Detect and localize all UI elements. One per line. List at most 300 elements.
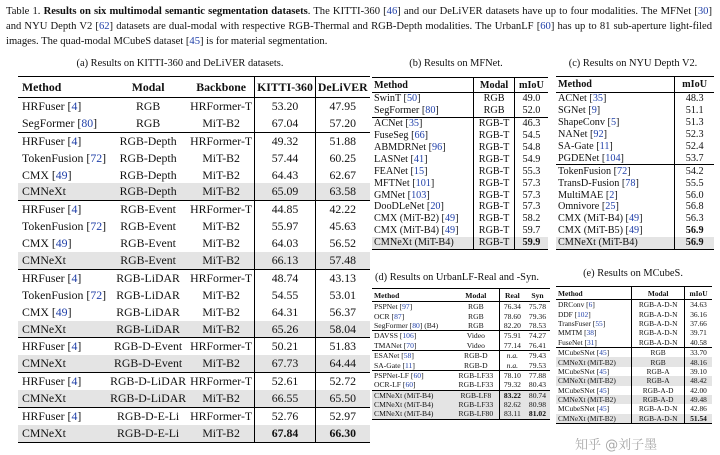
citation-link[interactable]: 49	[444, 225, 456, 237]
modal-cell: RGB-Depth	[119, 150, 177, 165]
deliver-value: 47.95	[315, 98, 369, 115]
table-row	[556, 386, 712, 395]
table-row	[18, 98, 370, 115]
kitti-value: 52.76	[255, 408, 316, 425]
table-row	[556, 367, 712, 376]
citation-link[interactable]: 72	[90, 150, 103, 165]
method-name: PGDENet	[558, 152, 600, 164]
method-cell: DRConv [6]	[556, 300, 632, 310]
col-header: Method	[18, 77, 108, 98]
citation-link[interactable]: 72	[90, 287, 103, 302]
table-c-subtitle: (c) Results on NYU Depth V2.	[568, 58, 698, 69]
citation-link[interactable]: 4	[71, 339, 78, 354]
citation-link[interactable]: 15	[413, 165, 425, 177]
table-header-row	[18, 77, 370, 98]
method-name: GMNet	[374, 189, 406, 201]
table-row	[372, 142, 548, 154]
modal-cell: RGB	[453, 302, 499, 312]
method-cell: CMX [49]	[22, 304, 72, 319]
backbone-cell: MiT-B2	[188, 183, 255, 200]
citation-link[interactable]: 60	[413, 370, 422, 380]
table-row	[372, 400, 550, 409]
col-header: Real	[499, 289, 525, 302]
method-name: DDF	[558, 309, 573, 319]
modal-cell: RGB	[135, 115, 161, 130]
method-name: MCubeSNet	[558, 366, 595, 376]
miou-value: 57.3	[514, 177, 548, 189]
method-name: CMNeXt (MiT-B2)	[558, 413, 616, 423]
col-header: mIoU	[675, 77, 714, 93]
citation-link[interactable]: 4	[71, 133, 78, 148]
modal-cell: RGB-D-Event	[108, 338, 188, 355]
deliver-value: 58.04	[315, 321, 369, 338]
citation-link[interactable]: 80	[425, 105, 436, 117]
citation-link[interactable]: 70	[406, 340, 414, 350]
method-cell: SegFormer [80]	[22, 115, 98, 130]
method-cell: HRFuser [4]	[18, 408, 108, 425]
table-row	[372, 201, 548, 213]
method-name: SA-Gate	[558, 141, 594, 152]
method-name: TokenFusion	[22, 219, 84, 234]
table-row	[18, 269, 370, 286]
table-row	[18, 287, 370, 304]
modal-cell: RGB-A-D-N	[632, 309, 685, 318]
backbone-cell: MiT-B2	[202, 236, 240, 251]
method-name: PSPNet	[374, 302, 398, 312]
table-row	[18, 355, 370, 372]
modal-cell: RGB-A-D-N	[632, 414, 685, 424]
method-name: CMX (MiT-B4)	[374, 225, 439, 237]
deliver-value: 65.50	[315, 390, 369, 407]
table-row	[372, 409, 550, 419]
table-row	[18, 183, 370, 200]
citation-link[interactable]: 78	[625, 177, 636, 189]
deliver-value: 60.25	[315, 150, 369, 167]
method-suffix: (B4)	[422, 320, 439, 330]
table-row	[556, 404, 712, 413]
citation-link[interactable]: 72	[90, 219, 103, 234]
syn-value: 78.53	[528, 320, 547, 330]
modal-cell: RGB-T	[474, 165, 515, 177]
citation-link[interactable]: 35	[408, 118, 420, 130]
backbone-cell: MiT-B2	[188, 355, 255, 372]
kitti-value: 50.21	[255, 338, 316, 355]
table-row	[556, 225, 714, 237]
modal-cell: RGB-T	[474, 117, 515, 129]
citation-link[interactable]: 92	[593, 129, 604, 141]
method-name: MMTM	[558, 328, 583, 338]
table-row	[372, 189, 548, 201]
citation-link[interactable]: 106	[402, 331, 414, 341]
citation-link[interactable]: 72	[617, 165, 628, 177]
citation-link[interactable]: 4	[71, 202, 78, 217]
citation-link[interactable]: 41	[413, 153, 425, 165]
citation-link[interactable]: 9	[591, 105, 597, 117]
method-cell: CMX (MiT-B2) [49]	[374, 213, 459, 225]
modal-cell: RGB-D	[453, 350, 499, 360]
table-b-block	[372, 77, 548, 250]
table-row	[556, 201, 714, 213]
table-row	[556, 152, 714, 164]
method-cell: SGNet [9]	[558, 105, 601, 117]
citation-link[interactable]: 4	[71, 270, 78, 285]
method-name: ABMDRNet	[374, 142, 427, 153]
miou-value: 53.7	[675, 152, 714, 164]
method-cell: ABMDRNet [96]	[374, 142, 446, 153]
method-cell: ACNet [35]	[556, 93, 675, 105]
method-name: CMX (MiT-B2)	[374, 213, 439, 225]
method-name: TokenFusion	[558, 165, 612, 177]
method-cell	[556, 376, 632, 385]
real-value: 83.22	[499, 390, 525, 400]
kitti-value: 57.44	[255, 150, 316, 167]
table-row	[556, 93, 714, 105]
citation-link[interactable]: 6	[588, 300, 593, 310]
method-cell: MCubeSNet [45]	[558, 366, 610, 376]
method-name: HRFuser	[22, 339, 65, 354]
modal-cell: RGB-LiDAR	[116, 287, 180, 302]
method-cell: GMNet [103]	[374, 189, 430, 201]
citation-link[interactable]: 55	[595, 318, 603, 328]
method-cell: TokenFusion [72]	[22, 150, 107, 165]
method-cell: Omnivore [25]	[558, 201, 619, 213]
method-name: MCubeSNet	[558, 385, 595, 395]
method-cell	[18, 252, 108, 269]
method-cell: FuseNet [31]	[558, 337, 597, 347]
citation-link[interactable]: 58	[403, 351, 412, 361]
kitti-value: 54.55	[255, 287, 316, 304]
method-name: FEANet	[374, 165, 408, 177]
method-name: MCubeSNet	[558, 348, 595, 358]
citation-link[interactable]: 31	[586, 337, 595, 347]
method-cell: TokenFusion [72]	[22, 287, 107, 302]
real-value: 77.14	[499, 341, 525, 351]
table-e	[556, 286, 712, 424]
method-cell: TokenFusion [72]	[22, 219, 107, 234]
table-d-subtitle: (d) Results on UrbanLF-Real and -Syn.	[375, 272, 539, 283]
method-cell: PSPNet-LF [60]	[372, 370, 453, 380]
method-cell: SegFormer [80] (B4)	[374, 320, 439, 330]
backbone-cell: MiT-B2	[202, 287, 240, 302]
method-name: HRFuser	[22, 374, 65, 389]
citation-link[interactable]: 96	[432, 142, 443, 153]
citation-link[interactable]: 97	[402, 302, 410, 312]
citation-link[interactable]: 104	[605, 152, 621, 164]
citation-link[interactable]: 49	[55, 304, 68, 319]
table-caption: Table 1. Results on six multimodal semantic segmentation datasets. The KITTI-360 [46] and our DeLiVER datasets have up to four modalities. The MFNet [30] and NYU Depth V2 [62] datasets are dual-modal with respective RGB-Thermal and RGB-Depth modalities. The UrbanLF [60] has up to 81 sub-aperture light-filed images. The quad-modal MCubeS dataset [45] is for material segmentation.	[6, 6, 712, 47]
backbone-cell: HRFormer-T	[188, 132, 255, 149]
citation-link[interactable]: 2	[609, 189, 615, 201]
backbone-cell: HRFormer-T	[188, 373, 255, 390]
table-c	[556, 76, 714, 250]
modal-cell: RGB-Event	[120, 219, 176, 234]
citation-link[interactable]: 38	[586, 328, 594, 338]
table-row	[556, 328, 712, 337]
col-header: Modal	[453, 289, 499, 302]
citation-link[interactable]: 35	[592, 93, 604, 105]
real-value: 79.32	[499, 380, 525, 390]
method-cell	[556, 237, 675, 249]
syn-value: 79.36	[528, 311, 547, 321]
method-name: HRFuser	[22, 270, 65, 285]
table-row	[372, 117, 548, 129]
citation-link[interactable]: 45	[189, 36, 200, 47]
method-name: TokenFusion	[22, 150, 84, 165]
citation-link[interactable]: 80	[81, 115, 94, 130]
backbone-cell: MiT-B2	[188, 425, 255, 442]
citation-link[interactable]: 11	[599, 141, 610, 152]
table-row	[556, 189, 714, 201]
syn-value: 80.74	[525, 390, 550, 400]
citation-link[interactable]: 50	[406, 93, 418, 105]
backbone-cell: MiT-B2	[202, 219, 240, 234]
citation-link[interactable]: 30	[697, 6, 709, 17]
miou-value: 55.5	[675, 177, 714, 189]
method-name: HRFuser	[22, 202, 65, 217]
modal-cell: RGB-A-D-N	[632, 319, 685, 328]
kitti-value: 64.31	[255, 304, 316, 321]
table-row	[372, 390, 550, 400]
table-row	[372, 311, 550, 320]
table-e-subtitle: (e) Results on MCubeS.	[583, 268, 683, 279]
modal-cell: RGB-D-E-Li	[108, 425, 188, 442]
method-cell: DDF [102]	[558, 309, 591, 319]
method-cell: PSPNet [97]	[372, 302, 453, 312]
deliver-value: 51.83	[315, 338, 369, 355]
table-row	[372, 153, 548, 165]
citation-link[interactable]: 87	[394, 311, 402, 321]
citation-link[interactable]: 80	[412, 320, 420, 330]
method-name: OCR	[374, 311, 390, 321]
method-name: CMNeXt (MiT-B4)	[374, 237, 454, 249]
table-row	[18, 150, 370, 167]
miou-value: 56.3	[675, 213, 714, 225]
method-name: CMNeXt (MiT-B4)	[558, 237, 638, 249]
citation-link[interactable]: 20	[430, 201, 441, 213]
table-row	[18, 373, 370, 390]
table-header-row	[556, 287, 712, 300]
method-name: ESANet	[374, 351, 400, 361]
table-row	[18, 132, 370, 149]
table-row	[372, 105, 548, 117]
method-cell: MCubeSNet [45]	[556, 347, 632, 357]
kitti-value: 64.43	[255, 167, 316, 184]
table-row	[18, 218, 370, 235]
table-row	[556, 376, 712, 385]
modal-cell: RGB-Event	[120, 236, 176, 251]
modal-cell: RGB-D-LiDAR	[110, 374, 187, 389]
col-header: Backbone	[188, 77, 255, 98]
table-row	[18, 408, 370, 425]
modal-cell: RGB-A-D-N	[632, 404, 685, 413]
citation-link[interactable]: 46	[386, 6, 398, 17]
method-name: CMNeXt (MiT-B2)	[558, 395, 616, 405]
table-e-block	[556, 286, 712, 424]
method-name: SwinT	[374, 93, 401, 105]
method-cell: LASNet [41]	[374, 153, 428, 165]
method-name: NANet	[558, 129, 588, 141]
citation-link[interactable]: 103	[411, 189, 427, 201]
table-row	[372, 165, 548, 177]
kitti-value: 66.55	[255, 390, 316, 407]
citation-link[interactable]: 25	[605, 201, 616, 213]
col-header: Modal	[474, 78, 515, 93]
method-name: TokenFusion	[22, 287, 84, 302]
modal-cell: RGB-D	[464, 360, 488, 370]
table-row	[372, 225, 548, 237]
citation-link[interactable]: 62	[98, 21, 110, 32]
modal-cell: RGB-T	[474, 237, 515, 249]
citation-link[interactable]: 45	[599, 385, 607, 395]
miou-value: 51.54	[685, 414, 712, 424]
miou-value: 40.58	[685, 338, 712, 348]
modal-cell: RGB	[632, 347, 685, 357]
method-cell	[18, 355, 108, 372]
modal-cell: RGB-A-D-N	[632, 300, 685, 310]
citation-link[interactable]: 60	[540, 21, 551, 32]
table-row	[556, 319, 712, 328]
table-row	[556, 129, 714, 141]
citation-link[interactable]: 49	[444, 213, 456, 225]
method-cell: SA-Gate [11]	[558, 141, 613, 152]
method-cell: ShapeConv [5]	[558, 117, 620, 129]
col-header: Syn	[525, 289, 550, 302]
deliver-value: 57.48	[315, 252, 369, 269]
modal-cell: RGB-T	[474, 153, 515, 165]
real-value: 76.34	[499, 302, 525, 312]
method-cell: SA-Gate [11]	[374, 360, 415, 370]
miou-value: 48.3	[675, 93, 714, 105]
citation-link[interactable]: 45	[599, 404, 607, 414]
modal-cell: RGB-Event	[108, 201, 188, 218]
method-name: CMX (MiT-B5)	[558, 225, 623, 237]
method-name: TransFuser	[558, 318, 591, 328]
table-a	[18, 76, 370, 443]
modal-cell: RGB-D-E-Li	[108, 408, 188, 425]
deliver-value: 62.67	[315, 167, 369, 184]
modal-cell: RGB-D-LiDAR	[108, 390, 188, 407]
col-header: mIoU	[685, 287, 712, 300]
citation-link[interactable]: 101	[415, 177, 431, 189]
modal-cell: RGB-Depth	[108, 132, 188, 149]
citation-link[interactable]: 4	[71, 98, 78, 113]
real-value: 78.60	[499, 311, 525, 320]
real-value: 78.10	[499, 370, 525, 380]
citation-link[interactable]: 49	[55, 236, 68, 251]
method-name: HRFuser	[22, 98, 65, 113]
citation-link[interactable]: 49	[55, 167, 68, 182]
modal-cell: RGB-LiDAR	[116, 304, 180, 319]
syn-value: 79.43	[525, 350, 550, 360]
table-row	[372, 331, 550, 341]
method-name: CMNeXt	[22, 184, 66, 199]
syn-value: 80.43	[528, 380, 547, 390]
miou-value: 56.9	[675, 225, 714, 237]
method-cell: FEANet [15]	[374, 165, 428, 177]
kitti-value: 48.74	[255, 269, 316, 286]
citation-link[interactable]: 11	[405, 360, 413, 370]
miou-value: 48.42	[685, 376, 712, 385]
citation-link[interactable]: 49	[628, 225, 640, 237]
backbone-cell: HRFormer-T	[188, 408, 255, 425]
table-row	[556, 141, 714, 153]
kitti-value: 64.03	[255, 235, 316, 252]
method-name: FuseSeg	[374, 130, 409, 142]
citation-link[interactable]: 60	[405, 380, 414, 390]
method-cell: HRFuser [4]	[18, 338, 108, 355]
deliver-value: 43.13	[315, 269, 369, 286]
method-cell: HRFuser [4]	[18, 201, 108, 218]
modal-cell: RGB-A-D	[632, 386, 685, 395]
table-row	[556, 177, 714, 189]
method-name: HRFuser	[22, 133, 65, 148]
method-name: MFTNet	[374, 177, 410, 189]
col-header: DeLiVER	[315, 77, 369, 98]
syn-value: 79.53	[528, 360, 547, 370]
modal-cell: RGB-A-D-N	[632, 338, 685, 348]
modal-cell: RGB-Event	[108, 252, 188, 269]
modal-cell: RGB-Depth	[119, 167, 177, 182]
citation-link[interactable]: 66	[414, 130, 425, 142]
miou-value: 42.00	[685, 386, 712, 395]
citation-link[interactable]: 45	[599, 348, 607, 358]
miou-value: 52.3	[675, 129, 714, 141]
table-row	[372, 321, 550, 331]
citation-link[interactable]: 4	[71, 408, 78, 423]
backbone-cell: MiT-B2	[202, 167, 240, 182]
method-name: Omnivore	[558, 201, 600, 213]
modal-cell: RGB-LF8	[453, 390, 499, 400]
kitti-value: 66.13	[255, 252, 316, 269]
backbone-cell: HRFormer-T	[188, 98, 255, 115]
table-row	[556, 414, 712, 424]
method-cell: FuseSeg [66]	[374, 130, 429, 142]
caption-label: Table 1.	[6, 6, 41, 17]
method-name: CMNeXt (MiT-B2)	[558, 376, 616, 386]
method-name: CMX	[22, 167, 49, 182]
table-row	[372, 380, 550, 390]
modal-cell: RGB-A	[632, 367, 685, 376]
table-row	[18, 304, 370, 321]
method-cell: SwinT [50]	[372, 93, 474, 105]
backbone-cell: HRFormer-T	[188, 269, 255, 286]
table-row	[372, 237, 548, 249]
modal-cell: RGB-A-D	[632, 395, 685, 404]
citation-link[interactable]: 102	[577, 309, 589, 319]
method-name: PSPNet-LF	[374, 370, 410, 380]
citation-link[interactable]: 45	[599, 366, 607, 376]
table-row	[18, 338, 370, 355]
modal-cell: RGB-LiDAR	[108, 321, 188, 338]
syn-value: 80.98	[525, 400, 550, 409]
modal-cell: RGB-LF33	[458, 380, 494, 390]
method-cell: TransD-Fusion [78]	[558, 177, 639, 189]
modal-cell: RGB-T	[474, 130, 515, 142]
method-cell	[18, 321, 108, 338]
citation-link[interactable]: 4	[71, 374, 78, 389]
table-c-block	[556, 76, 714, 250]
method-cell: MCubeSNet [45]	[558, 404, 610, 414]
kitti-value: 67.84	[255, 425, 316, 442]
deliver-value: 56.52	[315, 235, 369, 252]
method-cell: TransFuser [55]	[558, 318, 606, 328]
citation-link[interactable]: 5	[610, 117, 617, 129]
table-row	[372, 370, 550, 380]
table-row	[18, 167, 370, 184]
citation-link[interactable]: 49	[628, 213, 640, 225]
miou-value: 54.9	[514, 153, 548, 165]
method-cell: CMX (MiT-B5) [49]	[558, 225, 643, 237]
